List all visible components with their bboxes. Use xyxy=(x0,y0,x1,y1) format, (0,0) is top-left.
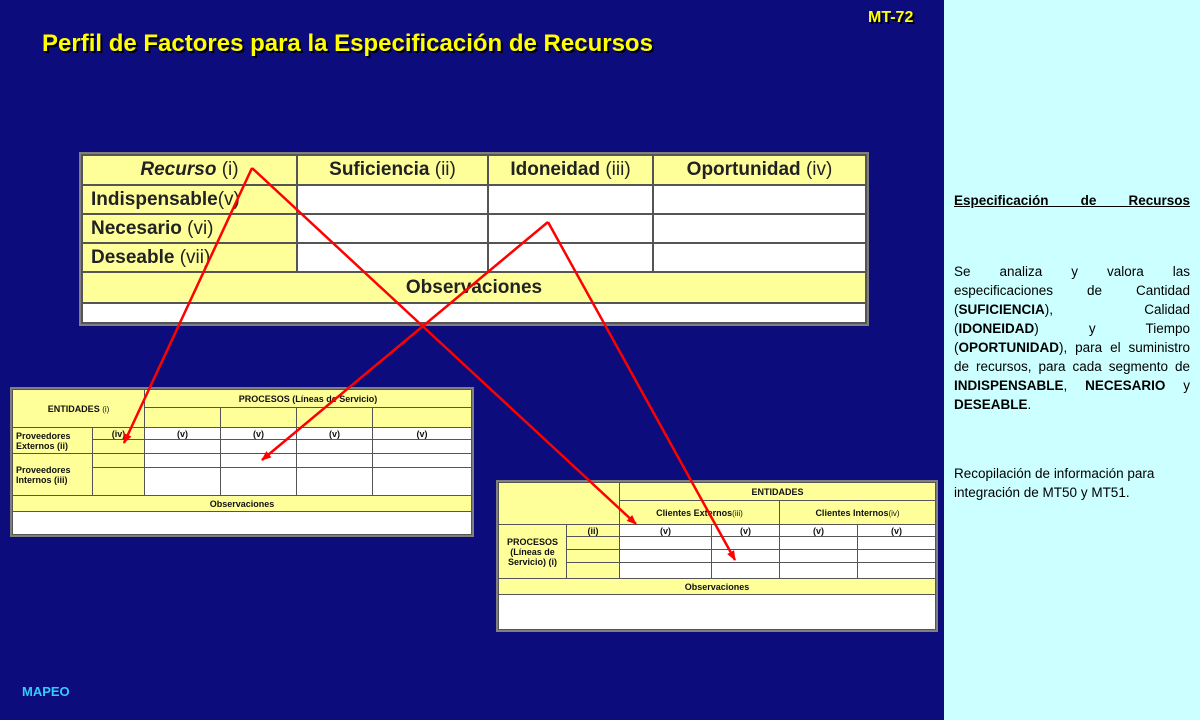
notes-paragraph-1: Se analiza y valora las especificaciones de Cantidad (SUFICIENCIA), Calidad (IDONEIDAD) y Tiempo (OPORTUNIDAD), para el suministro de recursos, para cada segmento de INDISPENSABLE, NECESARIO y DESEABLE. xyxy=(954,264,1190,412)
cell-code: (v) xyxy=(712,525,780,537)
notes-heading: Especificación de Recursos xyxy=(954,193,1190,208)
slide-title: Perfil de Factores para la Especificación de Recursos xyxy=(42,30,653,57)
entities-header: ENTIDADES xyxy=(620,483,936,501)
arrow-recurso-to-clientes-externos xyxy=(252,168,636,524)
notes-paragraph-2: Recopilación de información para integración de MT50 y MT51. xyxy=(954,466,1155,500)
header-idoneidad: Idoneidad (iii) xyxy=(488,155,653,185)
row-proveedores-internos: Proveedores Internos (iii) xyxy=(13,454,93,496)
cell-code: (v) xyxy=(221,428,297,440)
cell-code: (iv) xyxy=(93,428,145,440)
cell-code: (v) xyxy=(858,525,936,537)
row-proveedores-externos: Proveedores Externos (ii) xyxy=(13,428,93,454)
observations-header: Observaciones xyxy=(499,579,936,595)
arrow-idoneidad-to-clientes xyxy=(548,222,735,560)
observations-header: Observaciones xyxy=(13,496,472,512)
cell-code: (ii) xyxy=(567,525,620,537)
processes-header: PROCESOS (Líneas de Servicio) xyxy=(145,390,472,408)
header-oportunidad: Oportunidad (iv) xyxy=(653,155,866,185)
cell-code: (v) xyxy=(145,428,221,440)
clients-external-header: Clientes Externos(iii) xyxy=(620,501,780,525)
row-deseable: Deseable (vii) xyxy=(82,243,297,272)
arrow-idoneidad-to-proveedores-internos xyxy=(262,222,548,460)
processes-row-label: PROCESOS (Líneas de Servicio) (i) xyxy=(499,525,567,579)
slide-code: MT-72 xyxy=(868,9,914,26)
clients-internal-header: Clientes Internos(iv) xyxy=(780,501,936,525)
cell-code: (v) xyxy=(373,428,472,440)
header-recurso: Recurso (i) xyxy=(82,155,297,185)
cell-code: (v) xyxy=(297,428,373,440)
cell-code: (v) xyxy=(780,525,858,537)
footer-label: MAPEO xyxy=(22,684,70,699)
row-necesario: Necesario (vi) xyxy=(82,214,297,243)
row-indispensable: Indispensable(v) xyxy=(82,185,297,214)
arrow-recurso-to-proveedores xyxy=(124,168,252,443)
observations-header: Observaciones xyxy=(82,272,866,303)
entities-header: ENTIDADES (i) xyxy=(13,390,145,428)
cell-code: (v) xyxy=(620,525,712,537)
header-suficiencia: Suficiencia (ii) xyxy=(297,155,488,185)
